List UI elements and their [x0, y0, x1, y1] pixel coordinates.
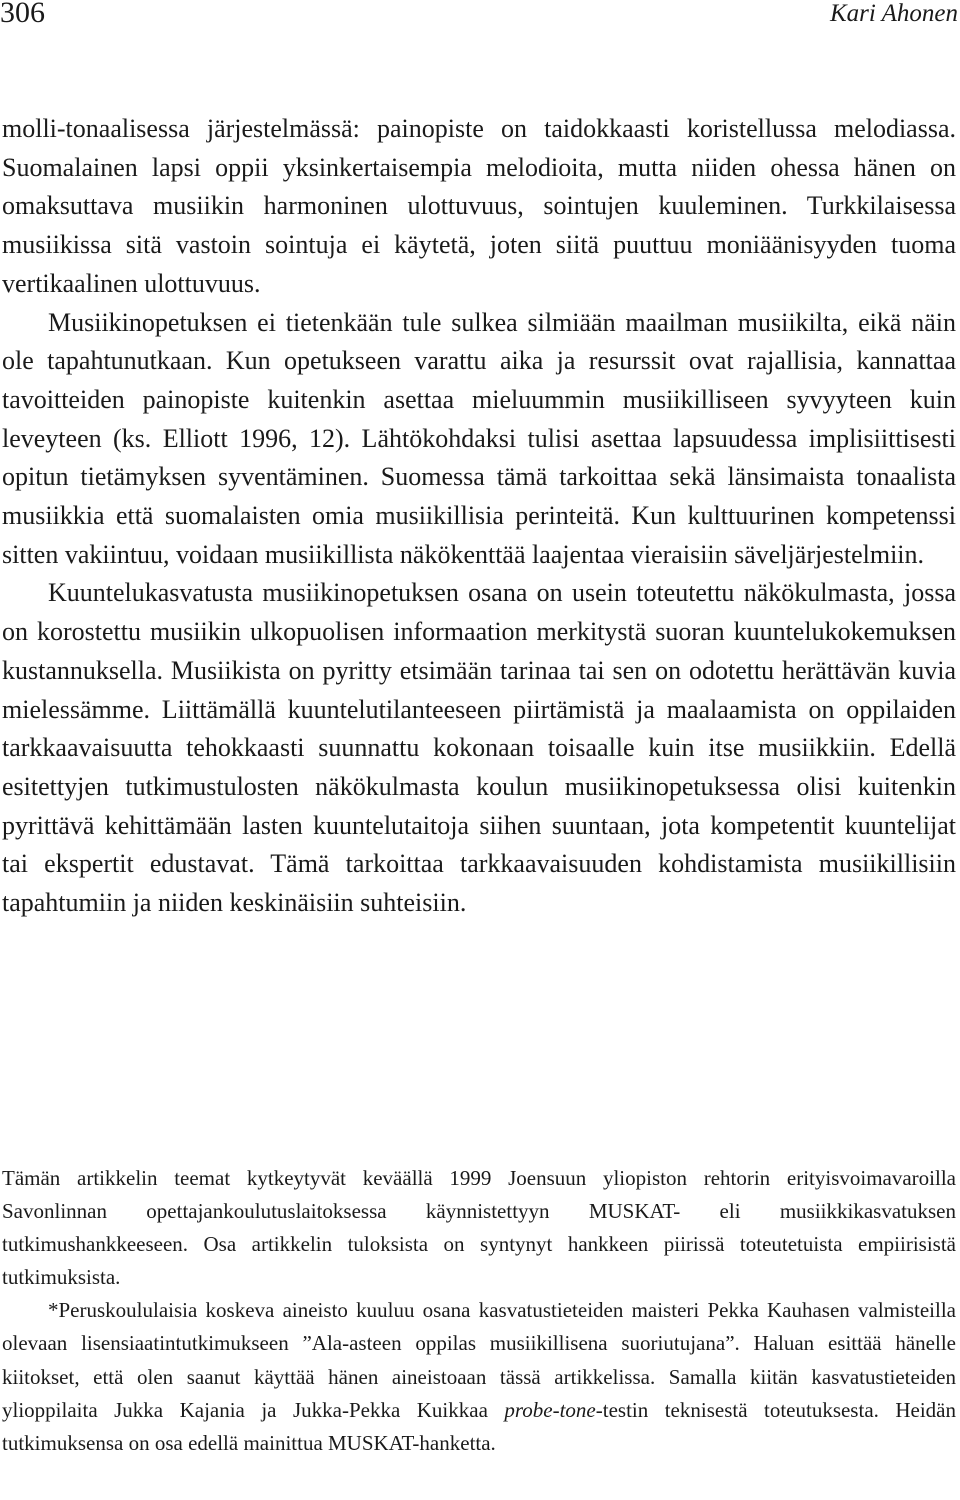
- footnotes: [2, 1162, 956, 1460]
- running-head-author: Kari Ahonen: [829, 0, 958, 27]
- main-text: [2, 110, 956, 923]
- running-header: [0, 0, 960, 30]
- footnote-2-italic-term: probe-tone: [504, 1397, 596, 1422]
- page-number: 306: [0, 0, 45, 29]
- paragraph-3: Kuuntelukasvatusta musiikinopetuksen osana on usein toteutettu näkökulmasta, jossa on korostettu musiikin ulkopuolisen informaation merkitystä suoran kuuntelukokemuksen kustannuksella. Musiikista on pyritty etsimään tarinaa tai sen on odotettu herättävän kuvia mielessämme. Liittämällä kuuntelutilanteeseen piirtämistä ja maalaamista on oppilaiden tarkkaavaisuutta tehokkaasti suunnattu kokonaan toisaalle kuin itse musiikkiin. Edellä esitettyjen tutkimustulosten näkökulmasta koulun musiikinopetuksessa olisi kuitenkin pyrittävä kehittämään lasten kuuntelutaitoja siihen suuntaan, jota kompetentit kuuntelijat tai ekspertit edustavat. Tämä tarkoittaa tarkkaavaisuuden kohdistamista musiikillisiin tapahtumiin ja niiden keskinäisiin suhteisiin.: [2, 578, 956, 918]
- paragraph-2: Musiikinopetuksen ei tietenkään tule sulkea silmiään maailman musiikilta, eikä näin ole tapahtunutkaan. Kun opetukseen varattu aika ja resurssit ovat rajallisia, kannattaa tavoitteiden painopiste kuitenkin asettaa mieluummin musiikilliseen syvyyteen kuin leveyteen (ks. Elliott 1996, 12). Lähtökohdaksi tulisi asettaa lapsuudessa implisiittisesti opitun tietämyksen syventäminen. Suomessa tämä tarkoittaa sekä länsimaista tonaalista musiikkia että suomalaisten omia musiikillisia perinteitä. Kun kulttuurinen kompetenssi sitten vakiintuu, voidaan musiikillista näkökenttää laajentaa vieraisiin säveljärjestelmiin.: [2, 307, 956, 569]
- footnote-1: Tämän artikkelin teemat kytkeytyvät keväällä 1999 Joensuun yliopiston rehtorin erityisvoimavaroilla Savonlinnan opettajankoulutuslaitoksessa käynnistettyyn MUSKAT- eli musiikkikasvatuksen tutkimushankkeeseen. Osa artikkelin tuloksista on syntynyt hankkeen piirissä toteutetuista empiirisistä tutkimuksista.: [2, 1166, 956, 1290]
- footnote-2: [2, 1294, 956, 1459]
- footnote-2-text-a: *Peruskoululaisia koskeva aineisto kuuluu osana kasvatustieteiden maisteri Pekka Kauhasen valmisteilla olevaan lisensiaatintutkimukseen ”Ala-asteen oppilas musiikillisena suoriutujana”. Haluan esittää hänelle kiitokset, että olen saanut käyttää hänen aineistoaan tässä artikkelissa. Samalla kiitän kasvatustieteiden ylioppilaita Jukka Kajania ja Jukka-Pekka Kuikkaa: [2, 1298, 956, 1422]
- footnote-2-text-b: -testin teknisestä toteutuksesta. Heidän tutkimuksensa on osa edellä mainittua MUSKAT-hanketta.: [2, 1397, 956, 1455]
- paragraph-1: molli-tonaalisessa järjestelmässä: painopiste on taidokkaasti koristellussa melodiassa. Suomalainen lapsi oppii yksinkertaisempia melodioita, mutta niiden ohessa hänen on omaksuttava musiikin harmoninen ulottuvuus, sointujen kuuleminen. Turkkilaisessa musiikissa sitä vastoin sointuja ei käytetä, joten siitä puuttuu moniäänisyyden tuoma vertikaalinen ulottuvuus.: [2, 114, 956, 298]
